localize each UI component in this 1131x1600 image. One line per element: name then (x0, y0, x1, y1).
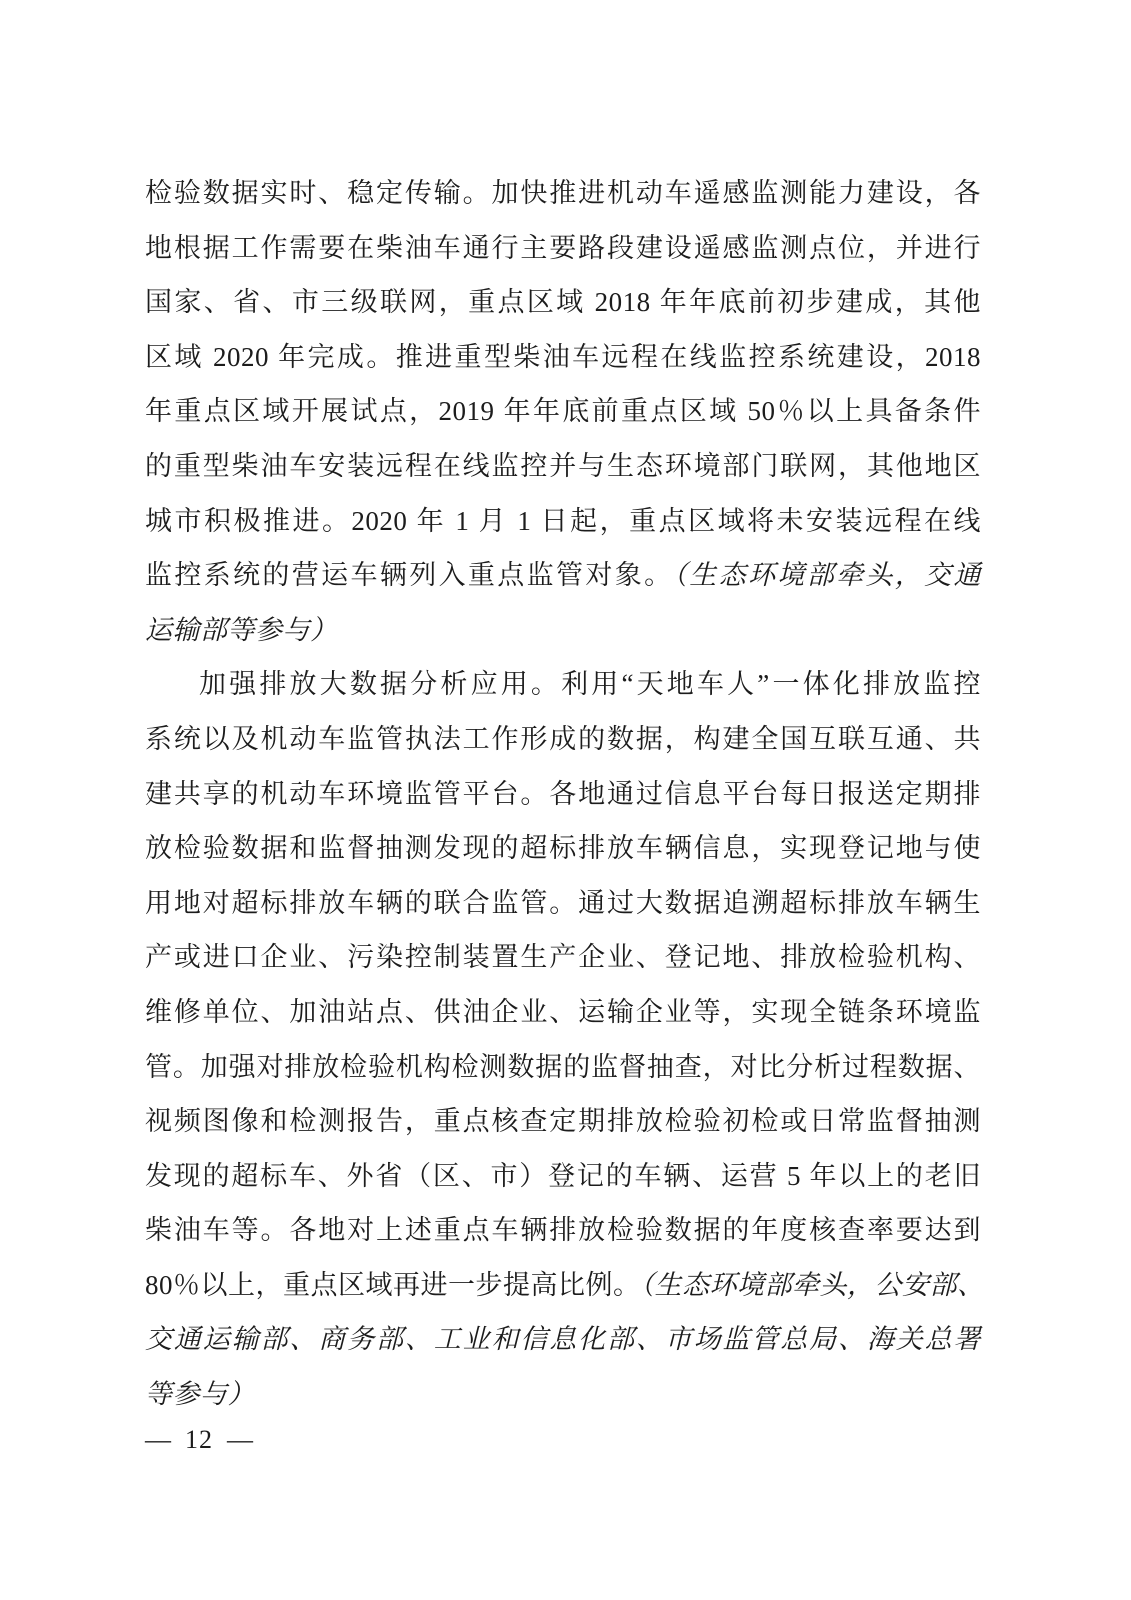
text-line: 年重点区域开展试点，2019 年年底前重点区域 50％以上具备条件 (145, 396, 981, 427)
text-line: 区域 2020 年完成。推进重型柴油车远程在线监控系统建设，2018 (145, 341, 981, 372)
text-line (145, 603, 981, 658)
text-line: 城市积极推进。2020 年 1 月 1 日起，重点区域将未安装远程在线 (145, 505, 981, 536)
text-line: 建共享的机动车环境监管平台。各地通过信息平台每日报送定期排 (145, 778, 981, 809)
department-attribution: 等参与） (145, 1379, 255, 1410)
text-line: 产或进口企业、污染控制装置生产企业、登记地、排放检验机构、 (145, 942, 981, 973)
page-footer (145, 1422, 253, 1458)
text-segment: 80％以上，重点区域再进一步提高比例。 (145, 1269, 641, 1300)
footer-dash: — (227, 1425, 253, 1454)
department-attribution: （生态环境部牵头，交通 (673, 560, 982, 591)
text-line: 放检验数据和监督抽测发现的超标排放车辆信息，实现登记地与使 (145, 833, 981, 864)
text-line: 加强排放大数据分析应用。利用“天地车人”一体化排放监控 (199, 669, 981, 700)
page-number: 12 (185, 1425, 213, 1454)
text-segment: 监控系统的营运车辆列入重点监管对象。 (145, 560, 674, 591)
text-line: 系统以及机动车监管执法工作形成的数据，构建全国互联互通、共 (145, 723, 981, 754)
text-line: 国家、省、市三级联网，重点区域 2018 年年底前初步建成，其他 (145, 287, 981, 318)
department-attribution: 交通运输部、商务部、工业和信息化部、市场监管总局、海关总署 (145, 1324, 981, 1355)
text-line: 的重型柴油车安装远程在线监控并与生态环境部门联网，其他地区 (145, 450, 981, 481)
text-line: 检验数据实时、稳定传输。加快推进机动车遥感监测能力建设，各 (145, 178, 981, 208)
text-line (145, 1312, 981, 1367)
department-attribution: 运输部等参与） (145, 614, 338, 645)
text-line: 用地对超标排放车辆的联合监管。通过大数据追溯超标排放车辆生 (145, 887, 981, 918)
text-line: 管。加强对排放检验机构检测数据的监督抽查，对比分析过程数据、 (145, 1051, 981, 1082)
text-line (145, 1258, 985, 1313)
text-line (145, 548, 981, 603)
department-attribution: （生态环境部牵头，公安部、 (640, 1269, 985, 1300)
body-text (145, 166, 985, 1422)
text-line: 柴油车等。各地对上述重点车辆排放检验数据的年度核查率要达到 (145, 1215, 981, 1246)
text-line: 发现的超标车、外省（区、市）登记的车辆、运营 5 年以上的老旧 (145, 1160, 981, 1191)
footer-dash: — (145, 1425, 171, 1454)
text-line: 维修单位、加油站点、供油企业、运输企业等，实现全链条环境监 (145, 996, 981, 1027)
text-line (145, 1367, 981, 1422)
text-line: 地根据工作需要在柴油车通行主要路段建设遥感监测点位，并进行 (145, 232, 981, 263)
text-line: 视频图像和检测报告，重点核查定期排放检验初检或日常监督抽测 (145, 1106, 981, 1137)
